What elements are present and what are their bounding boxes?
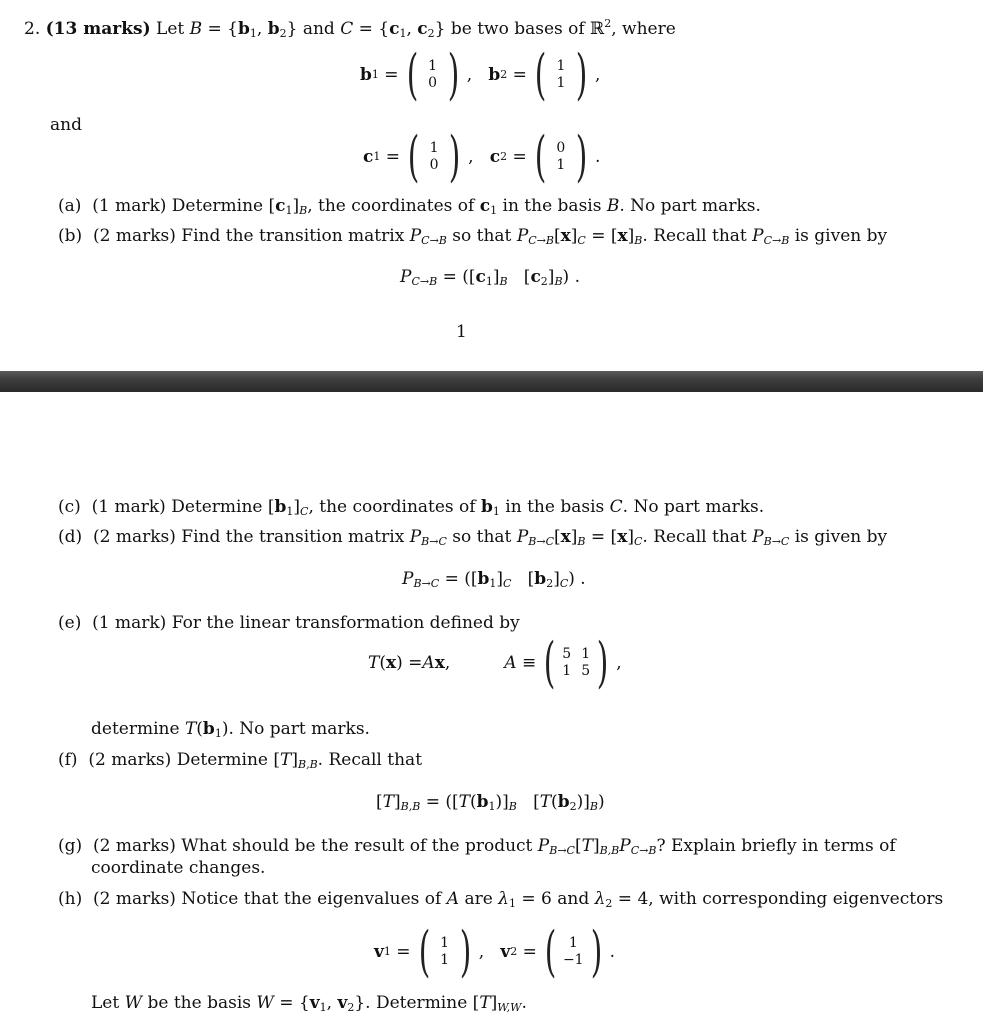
- page-divider: [0, 371, 983, 392]
- vector-v1: 1 1: [440, 935, 450, 968]
- page-number: 1: [456, 322, 467, 342]
- part-b: (b) (2 marks) Find the transition matrix $P_{C\to B}$ so that $P_{C\to B}[x]_C = [x]_B$. Recall that $P_{C\to B}$ is given by: [58, 226, 888, 247]
- part-h: (h) (2 marks) Notice that the eigenvalues of A are $\lambda_1 = 6$ and $\lambda_2 = 4$, with corresponding eigenvectors: [58, 889, 944, 910]
- part-g-continued: coordinate changes.: [91, 858, 266, 878]
- part-e-continued: determine $T(b_1)$. No part marks.: [91, 719, 370, 740]
- formula-t-bb: $[T]_{B,B} = ([T(b_1)]_B$ $[T(b_2)]_B$): [376, 792, 605, 813]
- vector-c2: 0 1: [556, 140, 566, 173]
- problem-heading: 2. (13 marks) Let $B = \{b_1$, $b_2$} and $C = \{c_1$, $c_2$} be two bases of ℝ$^2$, where: [24, 17, 676, 40]
- and-word: and: [50, 115, 82, 135]
- part-e: (e) (1 mark) For the linear transformation defined by: [58, 613, 520, 633]
- formula-p-c-to-b: $P_{C\to B} = ([c_1]_B$ $[c_2]_B$) .: [400, 267, 580, 288]
- part-f: (f) (2 marks) Determine $[T]_{B,B}$. Recall that: [58, 750, 423, 771]
- part-d: (d) (2 marks) Find the transition matrix $P_{B\to C}$ so that $P_{B\to C}[x]_B = [x]_C$. Recall that $P_{B\to C}$ is given by: [58, 527, 888, 548]
- part-h-continued: Let W be the basis $W = \{v_1$, $v_2$}. Determine $[T]_{W,W}$.: [91, 993, 527, 1014]
- vector-c1: 1 0: [429, 140, 439, 173]
- formula-p-b-to-c: $P_{B\to C} = ([b_1]_C$ $[b_2]_C$) .: [402, 569, 586, 590]
- basis-b-vectors: b 1 = ( 1 0 ) , b 2 = ( 1 1 ) ,: [360, 43, 601, 106]
- part-a: (a) (1 mark) Determine $[c_1]_B$, the coordinates of $c_1$ in the basis B. No part marks.: [58, 196, 761, 217]
- part-g: (g) (2 marks) What should be the result of the product $P_{B\to C}[T]_{B,B}P_{C\to B}$? Explain briefly in terms of: [58, 836, 896, 857]
- matrix-a: 5 1 1 5: [562, 646, 591, 679]
- vector-b2: 1 1: [556, 58, 566, 91]
- part-c: (c) (1 mark) Determine $[b_1]_C$, the coordinates of $b_1$ in the basis C. No part marks.: [58, 497, 765, 518]
- formula-transformation: T ( x ) = A x , A ≡ ( 5 1 1 5 ) ,: [368, 631, 622, 694]
- vector-b1: 1 0: [428, 58, 438, 91]
- eigenvectors: v 1 = ( 1 1 ) , v 2 = ( 1 −1 ) .: [374, 920, 616, 983]
- basis-c-vectors: c 1 = ( 1 0 ) , c 2 = ( 0 1 ) .: [363, 125, 601, 188]
- vector-v2: 1 −1: [562, 935, 584, 968]
